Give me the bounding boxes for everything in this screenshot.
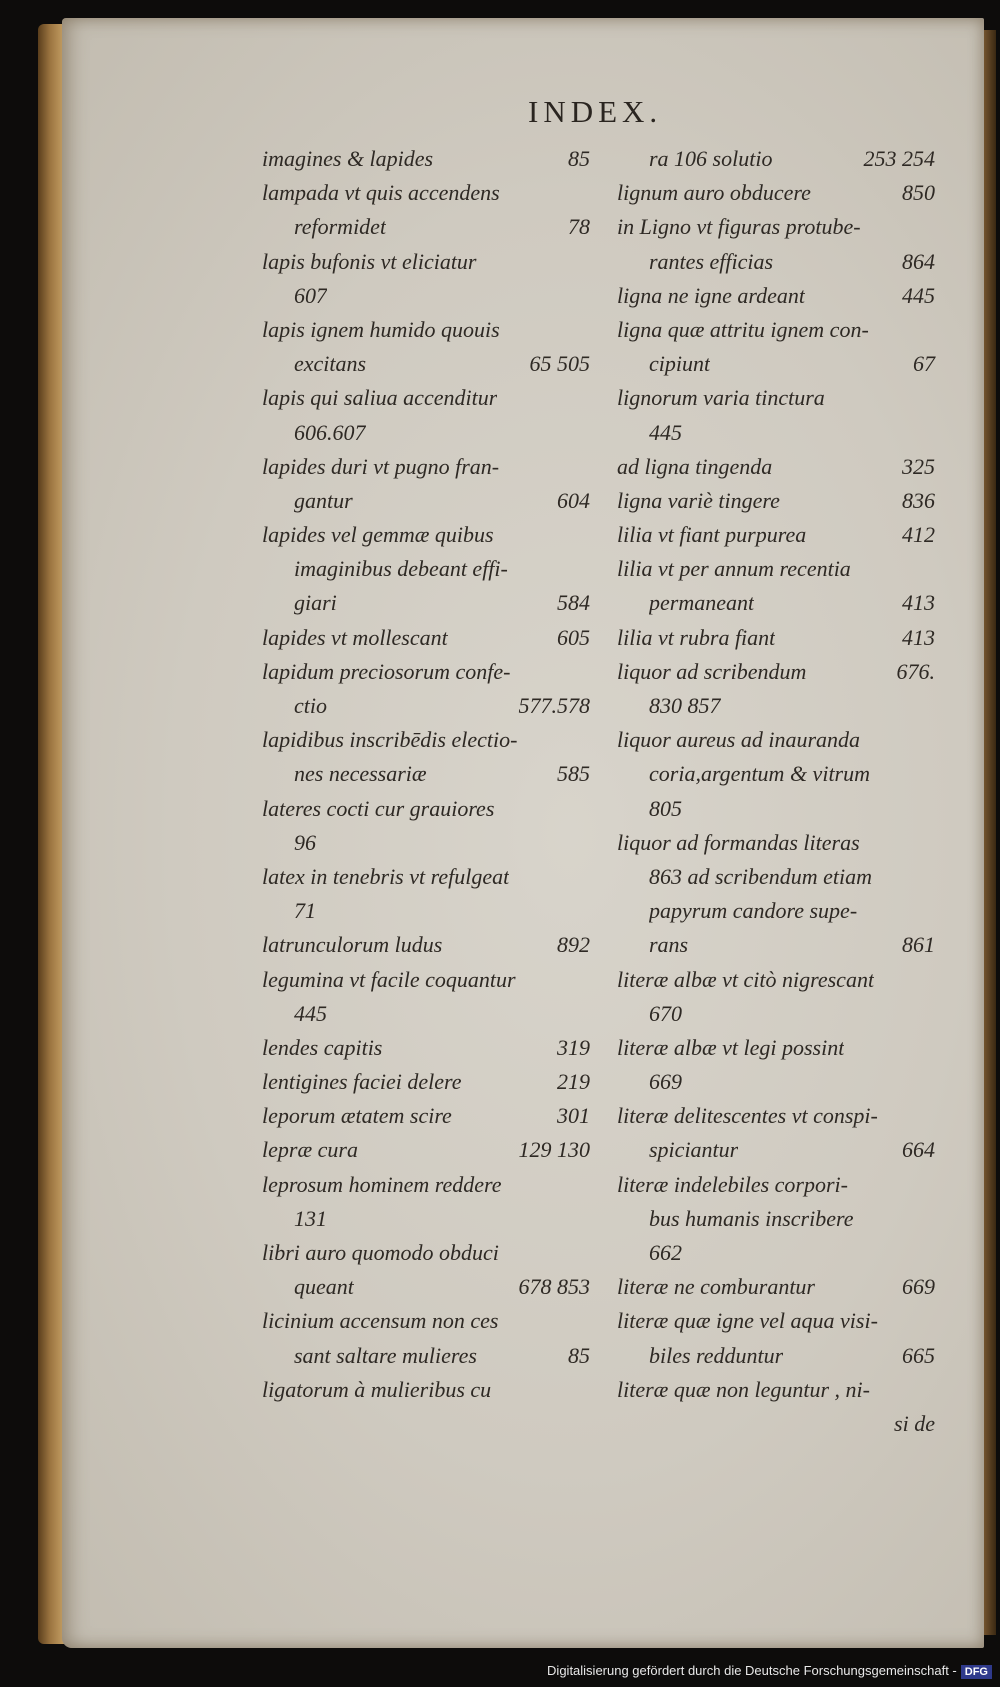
index-entry-text: literæ indelebiles corpori- <box>617 1171 848 1197</box>
index-entry-line <box>617 210 935 244</box>
index-entry-page-number <box>923 826 935 860</box>
index-entry-text: spiciantur <box>649 1137 739 1163</box>
index-entry-page-number: 585 <box>557 761 590 787</box>
page-header: INDEX. <box>528 94 663 129</box>
index-entry-text: ligna quæ attritu ignem con- <box>617 316 869 342</box>
index-entry-page-number: 65 505 <box>529 351 590 377</box>
index-entry-text: 445 <box>294 1000 327 1026</box>
index-entry-text: ligna variè tingere <box>617 487 780 513</box>
index-entry-page-number: 219 <box>557 1069 590 1095</box>
index-entry-line <box>262 245 590 279</box>
index-entry-text: literæ quæ igne vel aqua visi- <box>617 1308 878 1334</box>
index-entry-page-number <box>923 894 935 928</box>
index-entry-line <box>617 1099 935 1133</box>
index-entry-text: giari <box>294 590 337 616</box>
index-entry-line <box>262 1304 590 1338</box>
index-entry-line <box>262 416 590 450</box>
index-entry-page-number <box>578 381 590 415</box>
index-entry-line <box>262 1270 590 1304</box>
index-entry-text: permaneant <box>649 590 755 616</box>
index-entry-line <box>262 210 590 244</box>
index-entry-line <box>262 963 590 997</box>
index-entry-page-number: 78 <box>568 214 590 240</box>
index-entry-line <box>262 381 590 415</box>
index-entry-text: legumina vt facile coquantur <box>262 966 516 992</box>
index-entry-line <box>617 1133 935 1167</box>
index-entry-text: licinium accensum non ces <box>262 1308 499 1334</box>
index-entry-text: 445 <box>649 419 682 445</box>
index-entry-line <box>262 450 590 484</box>
index-entry-line <box>262 1133 590 1167</box>
index-entry-line <box>262 621 590 655</box>
index-entry-line <box>262 928 590 962</box>
index-entry-line <box>262 518 590 552</box>
index-entry-text: lapis ignem humido quouis <box>262 316 500 342</box>
index-entry-page-number <box>578 963 590 997</box>
index-entry-page-number <box>578 416 590 450</box>
index-entry-line <box>262 484 590 518</box>
index-entry-line <box>262 1065 590 1099</box>
index-entry-line <box>262 997 590 1031</box>
index-entry-line <box>262 757 590 791</box>
index-entry-text: sant saltare mulieres <box>294 1342 477 1368</box>
index-entry-line <box>617 723 935 757</box>
index-entry-text: latex in tenebris vt refulgeat <box>262 863 510 889</box>
index-entry-line <box>617 1202 935 1236</box>
index-entry-line <box>262 655 590 689</box>
index-entry-page-number <box>923 313 935 347</box>
index-entry-line <box>262 313 590 347</box>
index-entry-text: in Ligno vt figuras protube- <box>617 214 861 240</box>
index-entry-line <box>262 142 590 176</box>
index-entry-page-number <box>578 313 590 347</box>
index-entry-line <box>617 997 935 1031</box>
index-entry-page-number <box>923 792 935 826</box>
index-entry-text: 96 <box>294 829 316 855</box>
index-entry-page-number: 861 <box>902 932 935 958</box>
index-entry-text: liquor ad scribendum <box>617 658 807 684</box>
index-entry-text: literæ quæ non leguntur , ni- <box>617 1376 870 1402</box>
index-entry-page-number <box>923 552 935 586</box>
index-entry-text: queant <box>294 1274 354 1300</box>
index-entry-line <box>262 1031 590 1065</box>
index-entry-text: cipiunt <box>649 351 711 377</box>
index-entry-page-number: 445 <box>902 282 935 308</box>
index-entry-page-number: 665 <box>902 1342 935 1368</box>
index-entry-page-number <box>578 894 590 928</box>
index-entry-page-number <box>923 1373 935 1407</box>
index-entry-line <box>262 689 590 723</box>
index-entry-text: lendes capitis <box>262 1034 383 1060</box>
index-entry-text: leporum ætatem scire <box>262 1103 452 1129</box>
footer-text: Digitalisierung gefördert durch die Deutsche Forschungsgemeinschaft - <box>547 1663 957 1678</box>
index-entry-text: lapis bufonis vt eliciatur <box>262 248 477 274</box>
index-entry-page-number <box>578 1373 590 1407</box>
index-entry-text: coria,argentum & vitrum <box>649 761 870 787</box>
index-entry-page-number <box>923 689 935 723</box>
index-entry-page-number: 669 <box>902 1274 935 1300</box>
index-entry-line <box>617 1031 935 1065</box>
index-entry-page-number <box>578 1304 590 1338</box>
index-column-right <box>617 142 935 1441</box>
index-entry-text: nes necessariæ <box>294 761 427 787</box>
index-entry-line <box>617 1065 935 1099</box>
index-entry-page-number: 319 <box>557 1034 590 1060</box>
index-entry-line <box>617 279 935 313</box>
index-entry-line <box>617 416 935 450</box>
index-entry-line <box>617 792 935 826</box>
index-entry-line <box>262 1339 590 1373</box>
index-entry-line <box>262 347 590 381</box>
index-entry-page-number <box>578 176 590 210</box>
index-entry-line <box>262 176 590 210</box>
index-entry-line <box>617 484 935 518</box>
index-entry-page-number <box>923 1099 935 1133</box>
index-entry-line <box>262 1099 590 1133</box>
index-entry-text: lilia vt per annum recentia <box>617 556 851 582</box>
index-entry-page-number <box>923 860 935 894</box>
index-entry-line <box>262 1373 590 1407</box>
index-entry-line <box>262 279 590 313</box>
index-entry-line <box>617 1373 935 1407</box>
index-entry-page-number: 892 <box>557 932 590 958</box>
index-entry-line <box>617 176 935 210</box>
index-entry-line <box>617 860 935 894</box>
index-entry-text: 607 <box>294 282 327 308</box>
index-entry-line <box>617 1168 935 1202</box>
index-entry-page-number <box>923 1031 935 1065</box>
index-entry-text: 131 <box>294 1205 327 1231</box>
index-entry-text: lapides duri vt pugno fran- <box>262 453 500 479</box>
index-entry-page-number: 85 <box>568 146 590 171</box>
index-entry-page-number: 676. <box>896 658 935 684</box>
index-entry-page-number: 301 <box>557 1103 590 1129</box>
index-entry-page-number <box>578 450 590 484</box>
index-entry-text: 606.607 <box>294 419 366 445</box>
index-entry-text: ligna ne igne ardeant <box>617 282 805 308</box>
index-entry-text: gantur <box>294 487 353 513</box>
index-entry-page-number <box>578 1202 590 1236</box>
index-entry-text: lilia vt fiant purpurea <box>617 522 807 548</box>
index-entry-page-number <box>923 1202 935 1236</box>
index-entry-line <box>617 1407 935 1441</box>
footer-credit <box>0 1663 992 1679</box>
index-entry-text: 71 <box>294 898 316 924</box>
index-entry-line <box>617 621 935 655</box>
index-column-left <box>262 142 590 1407</box>
index-entry-text: rans <box>649 932 689 958</box>
index-entry-page-number: 604 <box>557 487 590 513</box>
index-entry-page-number <box>578 1168 590 1202</box>
index-entry-line <box>617 1236 935 1270</box>
index-entry-text: lapis qui saliua accenditur <box>262 385 498 411</box>
index-entry-page-number <box>923 757 935 791</box>
index-entry-page-number: 864 <box>902 248 935 274</box>
index-entry-page-number <box>578 279 590 313</box>
index-entry-line <box>617 963 935 997</box>
index-entry-page-number <box>923 210 935 244</box>
index-entry-text: lapides vel gemmæ quibus <box>262 522 494 548</box>
index-entry-text: ctio <box>294 693 327 718</box>
index-entry-page-number: 412 <box>902 522 935 548</box>
index-entry-line <box>262 1168 590 1202</box>
index-entry-page-number <box>578 245 590 279</box>
index-entry-text: lilia vt rubra fiant <box>617 624 776 650</box>
index-entry-line <box>617 928 935 962</box>
index-entry-page-number: si de <box>894 1410 935 1436</box>
index-entry-line <box>262 723 590 757</box>
index-entry-page-number <box>578 723 590 757</box>
index-entry-text: ligatorum à mulieribus cu <box>262 1376 492 1402</box>
index-entry-line <box>262 894 590 928</box>
index-entry-text: lignorum varia tinctura <box>617 385 825 411</box>
index-entry-line <box>617 689 935 723</box>
index-entry-page-number: 605 <box>557 624 590 650</box>
index-entry-page-number <box>923 1236 935 1270</box>
index-entry-line <box>262 792 590 826</box>
index-entry-line <box>617 894 935 928</box>
index-entry-page-number <box>578 1236 590 1270</box>
index-entry-text: literæ delitescentes vt conspi- <box>617 1103 878 1129</box>
index-entry-line <box>617 586 935 620</box>
index-entry-line <box>262 586 590 620</box>
index-entry-page-number: 850 <box>902 180 935 206</box>
index-entry-line <box>262 826 590 860</box>
index-entry-text: lateres cocti cur grauiores <box>262 795 495 821</box>
index-entry-line <box>617 1270 935 1304</box>
index-entry-page-number <box>578 860 590 894</box>
index-entry-page-number <box>578 997 590 1031</box>
index-entry-text: 830 857 <box>649 693 721 718</box>
index-entry-page-number <box>923 997 935 1031</box>
index-entry-text: papyrum candore supe- <box>649 898 858 924</box>
index-entry-line <box>617 245 935 279</box>
index-entry-line <box>617 1304 935 1338</box>
index-entry-text: literæ ne comburantur <box>617 1274 815 1300</box>
index-entry-text: biles redduntur <box>649 1342 784 1368</box>
index-entry-page-number <box>578 552 590 586</box>
index-entry-text: reformidet <box>294 214 387 240</box>
index-entry-page-number: 413 <box>902 590 935 616</box>
index-entry-line <box>617 142 935 176</box>
index-entry-text: liquor ad formandas literas <box>617 829 860 855</box>
index-entry-line <box>617 826 935 860</box>
index-entry-text: 662 <box>649 1240 682 1265</box>
index-entry-page-number: 577.578 <box>518 693 590 718</box>
index-entry-page-number: 325 <box>902 453 935 479</box>
index-entry-page-number: 253 254 <box>863 146 935 171</box>
index-entry-page-number: 584 <box>557 590 590 616</box>
index-entry-text: leprosum hominem reddere <box>262 1171 502 1197</box>
index-entry-line <box>617 347 935 381</box>
index-entry-line <box>617 552 935 586</box>
index-entry-line <box>617 450 935 484</box>
index-entry-text: 669 <box>649 1069 682 1095</box>
index-entry-line <box>617 655 935 689</box>
dfg-logo: DFG <box>961 1665 992 1679</box>
index-entry-text: literæ albæ vt citò nigrescant <box>617 966 875 992</box>
index-entry-page-number <box>578 826 590 860</box>
index-entry-text: literæ albæ vt legi possint <box>617 1034 845 1060</box>
index-entry-page-number: 129 130 <box>518 1137 590 1163</box>
index-entry-text: 670 <box>649 1000 682 1026</box>
index-entry-line <box>262 1236 590 1270</box>
index-entry-text: lentigines faciei delere <box>262 1069 462 1095</box>
index-entry-line <box>617 313 935 347</box>
index-entry-line <box>617 381 935 415</box>
index-entry-text: excitans <box>294 351 367 377</box>
index-entry-page-number <box>923 723 935 757</box>
index-entry-text: latrunculorum ludus <box>262 932 443 958</box>
index-entry-page-number <box>578 792 590 826</box>
index-entry-text: lignum auro obducere <box>617 180 811 206</box>
index-entry-page-number <box>923 1168 935 1202</box>
index-entry-page-number <box>923 416 935 450</box>
index-entry-page-number: 413 <box>902 624 935 650</box>
index-entry-text: imaginibus debeant effi- <box>294 556 508 582</box>
index-entry-page-number: 678 853 <box>518 1274 590 1300</box>
index-entry-page-number: 85 <box>568 1342 590 1368</box>
index-entry-page-number <box>578 518 590 552</box>
index-entry-text: lepræ cura <box>262 1137 358 1163</box>
index-entry-page-number: 67 <box>913 351 935 377</box>
index-entry-page-number <box>923 381 935 415</box>
index-entry-text: 805 <box>649 795 682 821</box>
index-entry-text: libri auro quomodo obduci <box>262 1240 499 1265</box>
index-entry-text: lampada vt quis accendens <box>262 180 500 206</box>
index-entry-line <box>262 552 590 586</box>
index-entry-page-number: 664 <box>902 1137 935 1163</box>
index-entry-line <box>617 518 935 552</box>
index-entry-text: lapidum preciosorum confe- <box>262 658 511 684</box>
index-entry-page-number <box>923 1304 935 1338</box>
index-entry-text: liquor aureus ad inauranda <box>617 727 861 753</box>
index-entry-text: imagines & lapides <box>262 146 434 171</box>
index-entry-text: bus humanis inscribere <box>649 1205 854 1231</box>
index-entry-text: rantes efficias <box>649 248 774 274</box>
index-entry-text: lapides vt mollescant <box>262 624 448 650</box>
index-entry-text: 863 ad scribendum etiam <box>649 863 873 889</box>
index-entry-line <box>617 1339 935 1373</box>
index-entry-page-number: 836 <box>902 487 935 513</box>
index-entry-line <box>617 757 935 791</box>
index-entry-line <box>262 860 590 894</box>
index-entry-text: lapidibus inscribēdis electio- <box>262 727 518 753</box>
index-entry-line <box>262 1202 590 1236</box>
index-entry-text: ra 106 solutio <box>649 146 773 171</box>
index-entry-page-number <box>923 963 935 997</box>
index-entry-text: ad ligna tingenda <box>617 453 773 479</box>
index-entry-page-number <box>578 655 590 689</box>
index-entry-page-number <box>923 1065 935 1099</box>
